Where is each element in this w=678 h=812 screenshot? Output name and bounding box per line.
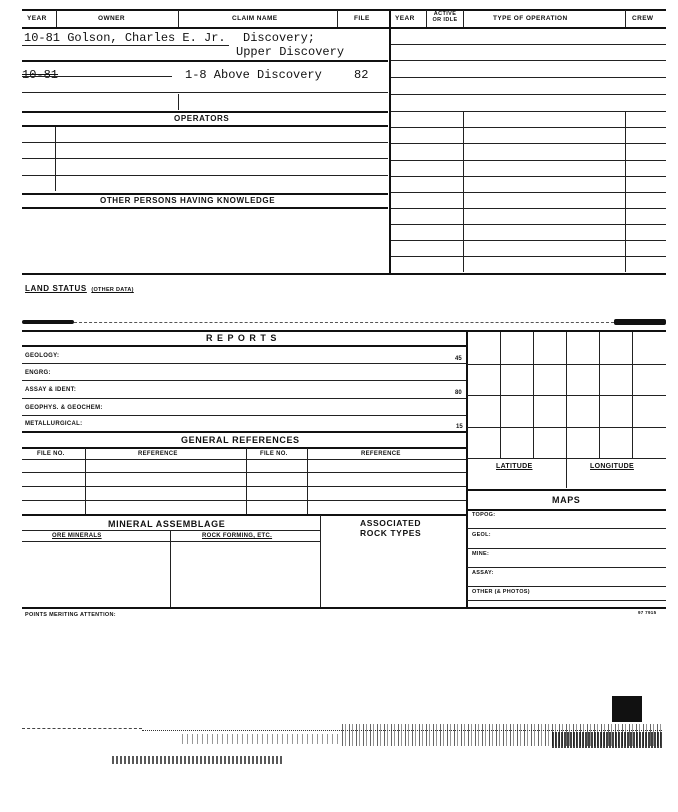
claim-row-1b: Upper Discovery [236, 45, 345, 59]
maps-assay-label: ASSAY: [472, 570, 494, 576]
reports-title: R E P O R T S [206, 333, 278, 343]
claim-row-1: Discovery; [243, 31, 316, 45]
header-active-or-idle: ACTIVE OR IDLE [432, 11, 458, 23]
assay-num: 80 [455, 390, 462, 396]
maps-mine-label: MINE: [472, 551, 490, 557]
land-status-sub: (OTHER DATA) [91, 287, 134, 293]
header-year-right: YEAR [395, 15, 415, 22]
metallurgical-label: METALLURGICAL: [25, 421, 83, 427]
assay-ident-label: ASSAY & IDENT: [25, 387, 77, 393]
maps-geol-label: GEOL: [472, 532, 491, 538]
ref-header-file-no-2: FILE NO. [260, 451, 288, 457]
maps-title: MAPS [552, 495, 581, 505]
ref-header-reference-1: REFERENCE [138, 451, 178, 457]
owner-row-2: 10-81 [22, 68, 59, 82]
form-code: 97 7915 [638, 610, 657, 615]
longitude-label: LONGITUDE [590, 463, 634, 470]
file-row-2: 82 [354, 68, 369, 82]
mineral-assemblage-title: MINERAL ASSEMBLAGE [108, 519, 226, 529]
geology-label: GEOLOGY: [25, 353, 60, 359]
operators-label: OPERATORS [174, 114, 230, 123]
general-references-title: GENERAL REFERENCES [181, 435, 300, 445]
ore-minerals-label: ORE MINERALS [52, 533, 102, 539]
geophys-label: GEOPHYS. & GEOCHEM: [25, 405, 103, 411]
points-meriting-label: POINTS MERITING ATTENTION: [25, 612, 116, 618]
ref-header-file-no-1: FILE NO. [37, 451, 65, 457]
header-crew: CREW [632, 15, 654, 22]
owner-row-1: 10-81 Golson, Charles E. Jr. [24, 31, 226, 45]
maps-other-label: OTHER (& PHOTOS) [472, 589, 530, 595]
header-file: FILE [354, 15, 370, 22]
land-status-label: LAND STATUS [25, 284, 87, 293]
header-type-of-operation: TYPE OF OPERATION [493, 15, 568, 22]
ref-header-reference-2: REFERENCE [361, 451, 401, 457]
scan-noise [22, 720, 668, 780]
claim-row-2: 1-8 Above Discovery [185, 68, 322, 82]
other-persons-label: OTHER PERSONS HAVING KNOWLEDGE [100, 196, 276, 205]
rock-types-label: ROCK TYPES [360, 528, 422, 538]
header-year: YEAR [27, 15, 47, 22]
associated-label: ASSOCIATED [360, 518, 422, 528]
land-status [25, 278, 134, 296]
header-claim-name: CLAIM NAME [232, 15, 278, 22]
header-owner: OWNER [98, 15, 125, 22]
latitude-label: LATITUDE [496, 463, 533, 470]
rock-forming-label: ROCK FORMING, ETC. [202, 533, 273, 539]
metallurgical-num: 15 [456, 424, 463, 430]
geology-num: 45 [455, 356, 462, 362]
engrg-label: ENGRG: [25, 370, 51, 376]
maps-topog-label: TOPOG: [472, 512, 496, 518]
